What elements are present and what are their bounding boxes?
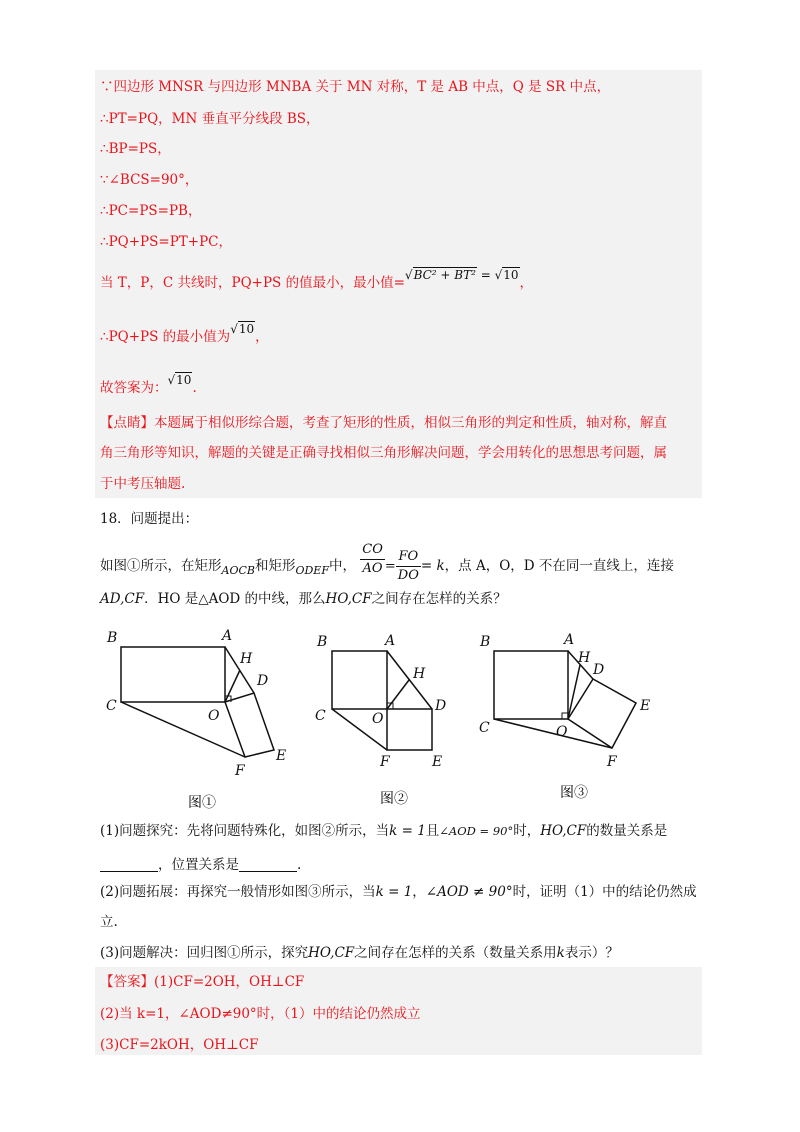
caption-figure-2: 图② (380, 791, 408, 807)
label-h: H (413, 666, 426, 682)
rectangle-aocb (121, 647, 225, 702)
equals-sign: = (476, 268, 495, 282)
answer-line-2: (2)当 k=1，∠AOD≠90°时，（1）中的结论仍然成立 (100, 1006, 421, 1022)
solution-line-7 (100, 266, 533, 292)
solution-line-6: ∴PQ+PS=PT+PC， (100, 234, 233, 250)
frac2-num: FO (396, 548, 421, 567)
label-f: F (607, 754, 617, 770)
segment-ho (225, 670, 240, 702)
question-2-comma: ， (412, 884, 426, 900)
segment-ho (387, 680, 409, 709)
label-o: O (208, 708, 220, 724)
fraction-co-ao (360, 541, 385, 578)
frac2-den: DO (397, 568, 419, 583)
segment-ho-cf: HO,CF (325, 591, 372, 607)
figure-3 (476, 626, 666, 781)
k-equals-1: k = 1 (375, 884, 413, 900)
label-f: F (380, 754, 390, 770)
label-c: C (106, 698, 117, 714)
label-a: A (385, 633, 396, 649)
label-e: E (640, 698, 651, 714)
k-equals-1: k = 1 (389, 823, 426, 839)
problem-text-1d: ，点 A，O，D 不在同一直线上，连接 (444, 558, 674, 574)
question-2-prove: 时，证明（1）中的结论仍然成 (512, 884, 697, 900)
problem-text-1b: 和矩形 (254, 558, 296, 574)
solution-line-9-text: 故答案为： (100, 380, 168, 396)
label-c: C (315, 708, 326, 724)
question-1-quantity: 的数量关系是 (586, 823, 668, 839)
label-e: E (432, 754, 443, 770)
caption-figure-1: 图① (188, 795, 216, 811)
question-1-line-1 (100, 822, 667, 840)
segment-ho (568, 665, 580, 719)
sqrt-expression-3: √10 (167, 373, 192, 387)
solution-line-9 (100, 371, 197, 397)
solution-line-1: ∵四边形 MNSR 与四边形 MNBA 关于 MN 对称，T 是 AB 中点，Q 是 SR 中点， (100, 79, 611, 95)
square-aocb (494, 651, 568, 719)
question-2-line-2: 立. (100, 914, 118, 930)
label-d: D (257, 673, 269, 689)
square-aocb (332, 651, 387, 709)
square-odef (387, 709, 432, 750)
fraction-fo-do (396, 548, 421, 585)
radicand-1: BC² + BT² (413, 268, 476, 282)
rectangle-odef (225, 693, 274, 757)
solution-line-7-end: ， (519, 275, 534, 291)
solution-line-4: ∵∠BCS=90°， (100, 172, 199, 188)
problem-line-1: 如图①所示，在矩形$_{AOCB}$和矩形$_{ODEF}$中， $\frac{CO}{AO}$ = $\frac{FO}{DO}$ = k，点 A，O，D 不在同一直线上，连接 (100, 542, 674, 583)
answer-blank-2[interactable] (239, 857, 297, 872)
solution-line-2: ∴PT=PQ，MN 垂直平分线段 BS， (100, 111, 320, 127)
label-d: D (435, 698, 447, 714)
radicand-4: 10 (176, 373, 192, 387)
segment-ad-cf: AD,CF (100, 591, 145, 607)
question-1-position: ，位置关系是 (158, 857, 239, 873)
comment-line-1: 【点睛】本题属于相似形综合题，考查了矩形的性质，相似三角形的判定和性质，轴对称，解直 (100, 415, 667, 431)
label-h: H (578, 650, 591, 666)
solution-line-7-text: 当 T，P，C 共线时，PQ+PS 的值最小，最小值= (100, 275, 405, 291)
solution-line-3: ∴BP=PS， (100, 141, 171, 157)
figure-2 (312, 628, 457, 773)
answer-line-1: 【答案】(1)CF=2OH，OH⊥CF (100, 974, 305, 990)
label-f: F (235, 763, 245, 779)
question-3-text: (3)问题解决：回归图①所示，探究 (100, 945, 309, 961)
question-1-text: (1)问题探究：先将问题特殊化，如图②所示，当 (100, 823, 390, 839)
label-a: A (222, 628, 233, 644)
solution-line-8-end: ， (255, 329, 269, 345)
question-1-line-2 (100, 856, 301, 874)
label-a: A (564, 632, 575, 648)
label-b: B (107, 630, 118, 646)
question-3-line (100, 944, 619, 962)
question-1-when: 时， (513, 823, 541, 839)
solution-line-5: ∴PC=PS=PB， (100, 203, 202, 219)
radicand-2: 10 (503, 268, 519, 282)
problem-line-2 (100, 590, 507, 608)
rect-name-2: ODEF (295, 564, 329, 577)
question-2-text: (2)问题拓展：再探究一般情形如图③所示，当 (100, 884, 376, 900)
problem-text-1c: 中， (328, 558, 356, 574)
question-3-text-3: 表示）？ (564, 945, 619, 961)
question-1-and: 且 (425, 823, 440, 839)
question-2-line-1 (100, 883, 697, 901)
question-3-text-2: 之间存在怎样的关系（数量关系用 (354, 945, 557, 961)
label-b: B (480, 634, 491, 650)
right-angle-mark-3 (562, 713, 568, 719)
label-d: D (593, 662, 605, 678)
label-c: C (479, 720, 490, 736)
segment-cf (494, 719, 612, 748)
label-b: B (317, 634, 328, 650)
problem-text-1a: 如图①所示，在矩形 (100, 558, 222, 574)
comment-line-2: 角三角形等知识，解题的关键是正确寻找相似三角形解决问题，学会用转化的思想思考问题，属 (100, 445, 667, 461)
radicand-3: 10 (238, 322, 255, 336)
label-o: O (556, 724, 568, 740)
solution-line-8 (100, 320, 269, 346)
answer-blank-1[interactable] (100, 857, 158, 872)
angle-aod-90: ∠AOD = 90° (439, 824, 514, 838)
label-o: O (372, 711, 384, 727)
frac1-den: AO (362, 561, 383, 576)
label-h: H (240, 651, 253, 667)
segment-ho-cf: HO,CF (308, 945, 355, 961)
rect-name-1: AOCB (221, 564, 255, 577)
figure-1 (100, 620, 300, 815)
frac1-num: CO (360, 541, 385, 560)
solution-line-9-end: . (192, 380, 197, 396)
question-1-period: . (297, 857, 302, 873)
label-e: E (276, 748, 287, 764)
sqrt-expression-2: √10 (230, 322, 255, 336)
segment-cf (121, 702, 245, 757)
segment-ho-cf: HO,CF (540, 823, 587, 839)
variable-k: k (556, 945, 565, 961)
answer-line-3: (3)CF=2kOH，OH⊥CF (100, 1037, 259, 1053)
sqrt-expression-1: √BC² + BT² = √10 (404, 268, 519, 282)
square-odef (568, 679, 636, 748)
solution-line-8-text: ∴PQ+PS 的最小值为 (100, 329, 231, 345)
comment-line-3: 于中考压轴题. (100, 476, 186, 492)
problem-text-2b: ．HO 是△AOD 的中线，那么 (144, 591, 326, 607)
angle-aod-not-90: ∠AOD ≠ 90° (425, 884, 513, 900)
caption-figure-3: 图③ (560, 785, 588, 801)
problem-number: 18．问题提出： (100, 511, 199, 527)
problem-text-2d: 之间存在怎样的关系？ (371, 591, 507, 607)
fraction-equals-k: = k (420, 558, 445, 574)
